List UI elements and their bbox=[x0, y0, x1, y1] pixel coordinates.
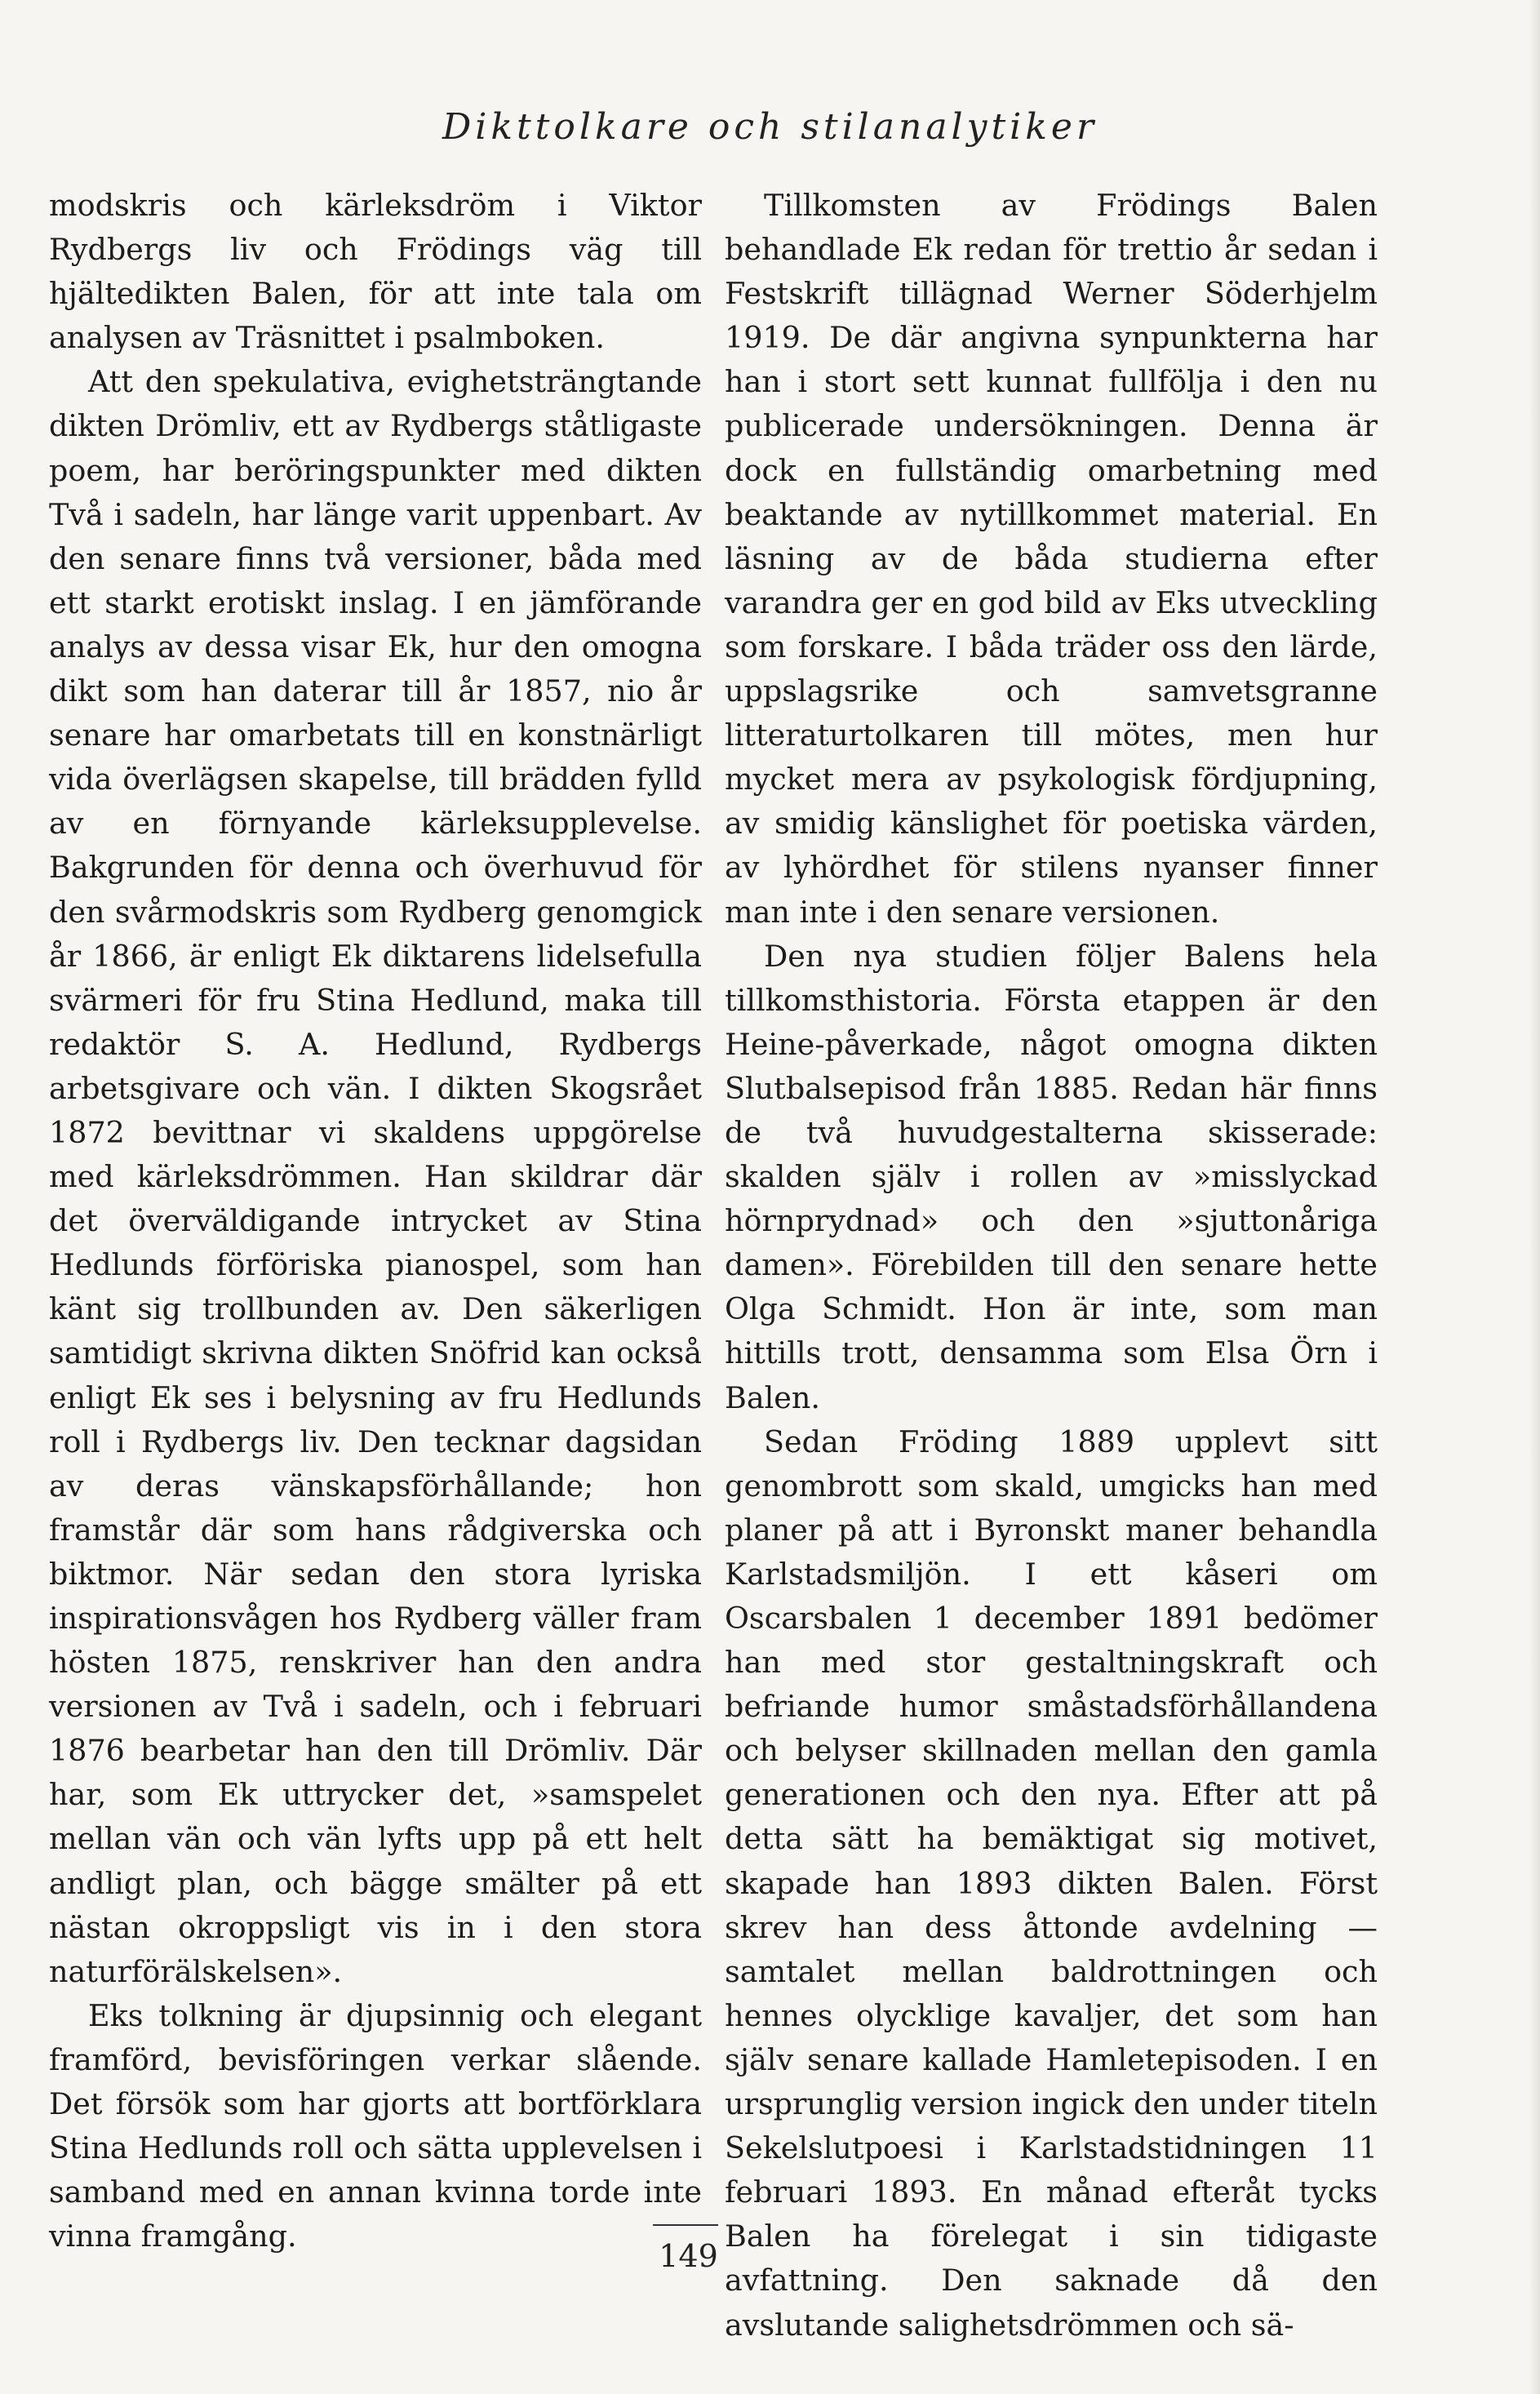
running-head: Dikttolkare och stilanalytiker bbox=[442, 106, 1098, 148]
left-column bbox=[49, 184, 702, 2259]
paragraph: Att den spekulativa, evighetsträngtande dikten Drömliv, ett av Rydbergs ståtligaste poem, har beröringspunkter med dikten Två i sadeln, har länge varit uppenbart. Av den senare finns två versioner, båda med ett starkt erotiskt inslag. I en jämförande analys av dessa visar Ek, hur den omogna dikt som han daterar till år 1857, nio år senare har omarbetats till en konstnärligt vida överlägsen skapelse, till brädden fylld av en förnyande kärleksupplevelse. Bakgrunden för denna och överhuvud för den svårmodskris som Rydberg genomgick år 1866, är enligt Ek diktarens lidelsefulla svärmeri för fru Stina Hedlund, maka till redaktör S. A. Hedlund, Rydbergs arbetsgivare och vän. I dikten Skogsrået 1872 bevittnar vi skaldens uppgörelse med kärleksdrömmen. Han skildrar där det överväldigande intrycket av Stina Hedlunds förföriska pianospel, som han känt sig trollbunden av. Den säkerligen samtidigt skrivna dikten Snöfrid kan också enligt Ek ses i belysning av fru Hedlunds roll i Rydbergs liv. Den tecknar dagsidan av deras vänskapsförhållande; hon framstår där som hans rådgiverska och biktmor. När sedan den stora lyriska inspirationsvågen hos Rydberg väller fram hösten 1875, renskriver han den andra versionen av Två i sadeln, och i februari 1876 bearbetar han den till Drömliv. Där har, som Ek uttrycker det, »samspelet mellan vän och vän lyfts upp på ett helt andligt plan, och bägge smälter på ett nästan okroppsligt vis in i den stora naturförälskelsen». bbox=[49, 364, 702, 1989]
right-column bbox=[725, 184, 1378, 2347]
page-number: 149 bbox=[659, 2238, 718, 2274]
page-edge bbox=[1529, 0, 1540, 2394]
paragraph: Eks tolkning är djupsinnig och elegant framförd, bevisföringen verkar slående. Det försök som har gjorts att bortförklara Stina Hedlunds roll och sätta upplevelsen i samband med en annan kvinna torde inte vinna framgång. bbox=[49, 1997, 702, 2254]
paragraph: Den nya studien följer Balens hela tillkomsthistoria. Första etappen är den Heine-påverkade, något omogna dikten Slutbalsepisod från 1885. Redan här finns de två huvudgestalterna skisserade: skalden själv i rollen av »misslyckad hörnprydnad» och den »sjuttonåriga damen». Förebilden till den senare hette Olga Schmidt. Hon är inte, som man hittills trott, densamma som Elsa Örn i Balen. bbox=[725, 938, 1378, 1415]
paragraph: Tillkomsten av Frödings Balen behandlade Ek redan för trettio år sedan i Festskrift tillägnad Werner Söderhjelm 1919. De där angivna synpunkterna har han i stort sett kunnat fullfölja i den nu publicerade undersökningen. Denna är dock en fullständig omarbetning med beaktande av nytillkommet material. En läsning av de båda studierna efter varandra ger en god bild av Eks utveckling som forskare. I båda träder oss den lärde, uppslagsrike och samvetsgranne litteraturtolkaren till mötes, men hur mycket mera av psykologisk fördjupning, av smidig känslighet för poetiska värden, av lyhördhet för stilens nyanser finner man inte i den senare versionen. bbox=[725, 188, 1378, 930]
folio-rule bbox=[653, 2224, 718, 2226]
paragraph: modskris och kärleksdröm i Viktor Rydbergs liv och Frödings väg till hjältedikten Balen, för att inte tala om analysen av Träsnittet i psalmboken. bbox=[49, 188, 702, 356]
paragraph: Sedan Fröding 1889 upplevt sitt genombrott som skald, umgicks han med planer på att i Byronskt maner behandla Karlstadsmiljön. I ett kåseri om Oscarsbalen 1 december 1891 bedömer han med stor gestaltningskraft och befriande humor småstadsförhållandena och belyser skillnaden mellan den gamla generationen och den nya. Efter att på detta sätt ha bemäktigat sig motivet, skapade han 1893 dikten Balen. Först skrev han dess åttonde avdelning — samtalet mellan baldrottningen och hennes olycklige kavaljer, det som han själv senare kallade Hamletepisoden. I en ursprunglig version ingick den under titeln Sekelslutpoesi i Karlstadstidningen 11 februari 1893. En månad efteråt tycks Balen ha förelegat i sin tidigaste avfattning. Den saknade då den avslutande salighetsdrömmen och sä- bbox=[725, 1424, 1378, 2343]
